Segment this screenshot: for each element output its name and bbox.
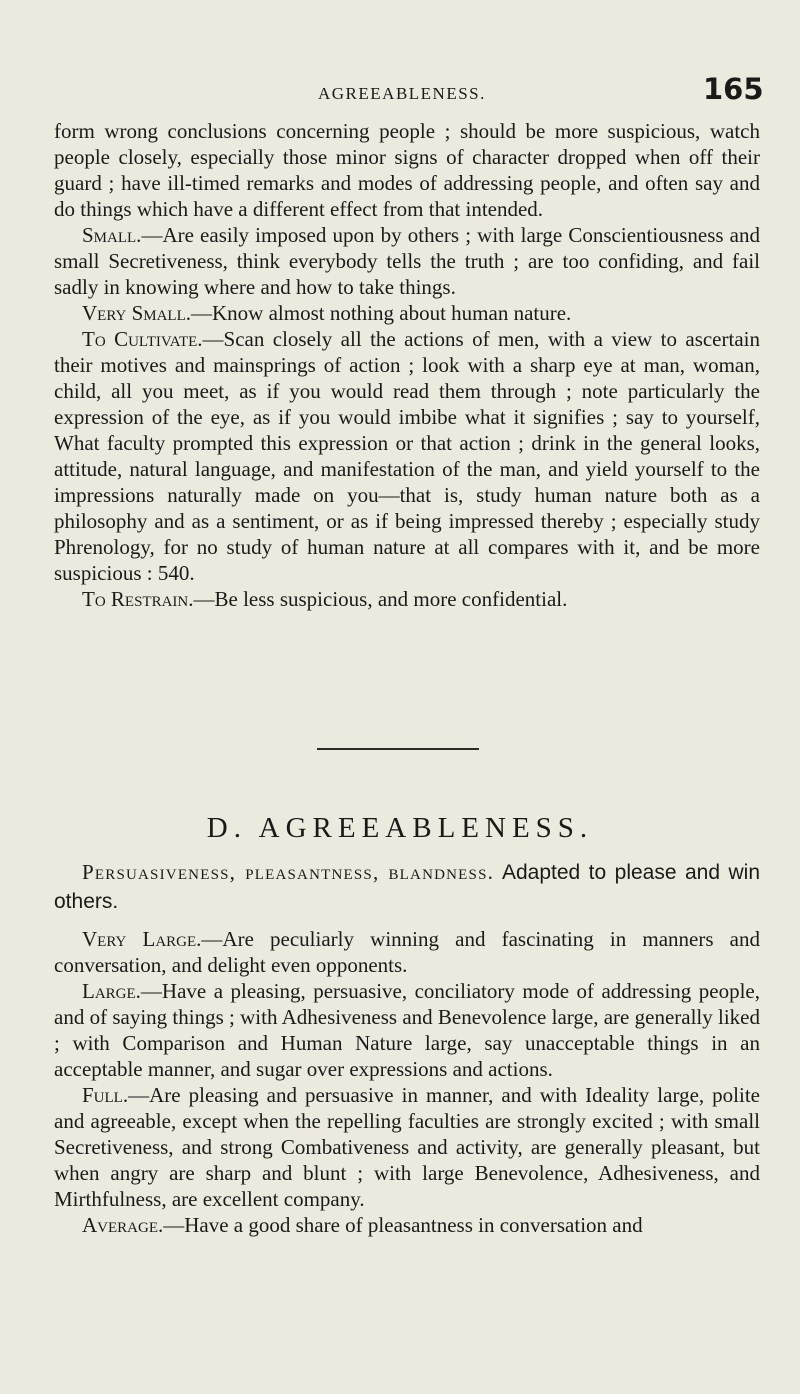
running-head	[0, 70, 800, 110]
page-number: 165	[703, 72, 764, 106]
text-cultivate: —Scan closely all the actions of men, with a view to ascertain their motives and mainsprings of action ; look with a sharp eye at man, woman, child, all you meet, as if you would read them through ; note particularly the expression of the eye, as if you would imbibe what it signifies ; say to yourself, What faculty prompted this expression or that action ; drink in the general looks, attitude, natural language, and manifestation of the man, and yield yourself to the impressions naturally made on you—that is, study human nature both as a philosophy and as a sentiment, or as if being impressed thereby ; especially study Phrenology, for no study of human nature at all compares with it, and be more suspicious : 540.	[54, 327, 760, 585]
label-cultivate: To Cultivate.	[82, 327, 203, 351]
upper-text-block	[54, 118, 760, 612]
label-average: Average.	[82, 1213, 164, 1237]
text-large: —Have a pleasing, persuasive, conciliatory mode of addressing people, and of saying things ; with Adhesiveness and Benevolence large, are generally liked ; with Comparison and Human Nature large, say unacceptable things in an acceptable manner, and sugar over expressions and actions.	[54, 979, 760, 1081]
label-large: Large.	[82, 979, 141, 1003]
label-very-large: Very Large.	[82, 927, 202, 951]
text-restrain: —Be less suspicious, and more confidential.	[193, 587, 568, 611]
section-divider	[317, 748, 479, 750]
paragraph-continuation: form wrong conclusions concerning people ; should be more suspicious, watch people closely, especially those minor signs of character dropped when off their guard ; have ill-timed remarks and modes of addressing people, and often say and do things which have a different effect from that intended.	[54, 119, 760, 221]
section-heading: D. AGREEABLENESS.	[206, 812, 594, 844]
paragraph-very-small	[54, 300, 760, 326]
text-full: —Are pleasing and persuasive in manner, and with Ideality large, polite and agreeable, except when the repelling faculties are strongly excited ; with small Secretiveness, and strong Combativeness and activity, are generally pleasant, but when angry are sharp and blunt ; with large Benevolence, Adhesiveness, and Mirthfulness, are excellent company.	[54, 1083, 760, 1211]
label-small: Small.	[82, 223, 142, 247]
paragraph-restrain	[54, 586, 760, 612]
paragraph-cultivate	[54, 326, 760, 586]
paragraph-large	[54, 978, 760, 1082]
paragraph-small	[54, 222, 760, 300]
section-body	[54, 858, 760, 1238]
section-subtitle	[54, 858, 760, 916]
text-average: —Have a good share of pleasantness in conversation and	[163, 1213, 643, 1237]
paragraph-full	[54, 1082, 760, 1212]
paragraph-very-large	[54, 926, 760, 978]
text-small: —Are easily imposed upon by others ; with large Conscientiousness and small Secretiveness, think everybody tells the truth ; are too confiding, and fail sadly in knowing where and how to take things.	[54, 223, 760, 299]
text-very-large: —Are peculiarly winning and fascinating in manners and conversation, and delight even opponents.	[54, 927, 760, 977]
subtitle-caps: Persuasiveness, pleasantness, blandness.	[82, 860, 495, 884]
label-restrain: To Restrain.	[82, 587, 194, 611]
running-title: AGREEABLENESS.	[318, 84, 486, 103]
subtitle-rest: Adapted to please and win others.	[54, 861, 761, 913]
paragraph-average	[54, 1212, 760, 1238]
label-full: Full.	[82, 1083, 129, 1107]
text-very-small: —Know almost nothing about human nature.	[191, 301, 572, 325]
label-very-small: Very Small.	[82, 301, 192, 325]
